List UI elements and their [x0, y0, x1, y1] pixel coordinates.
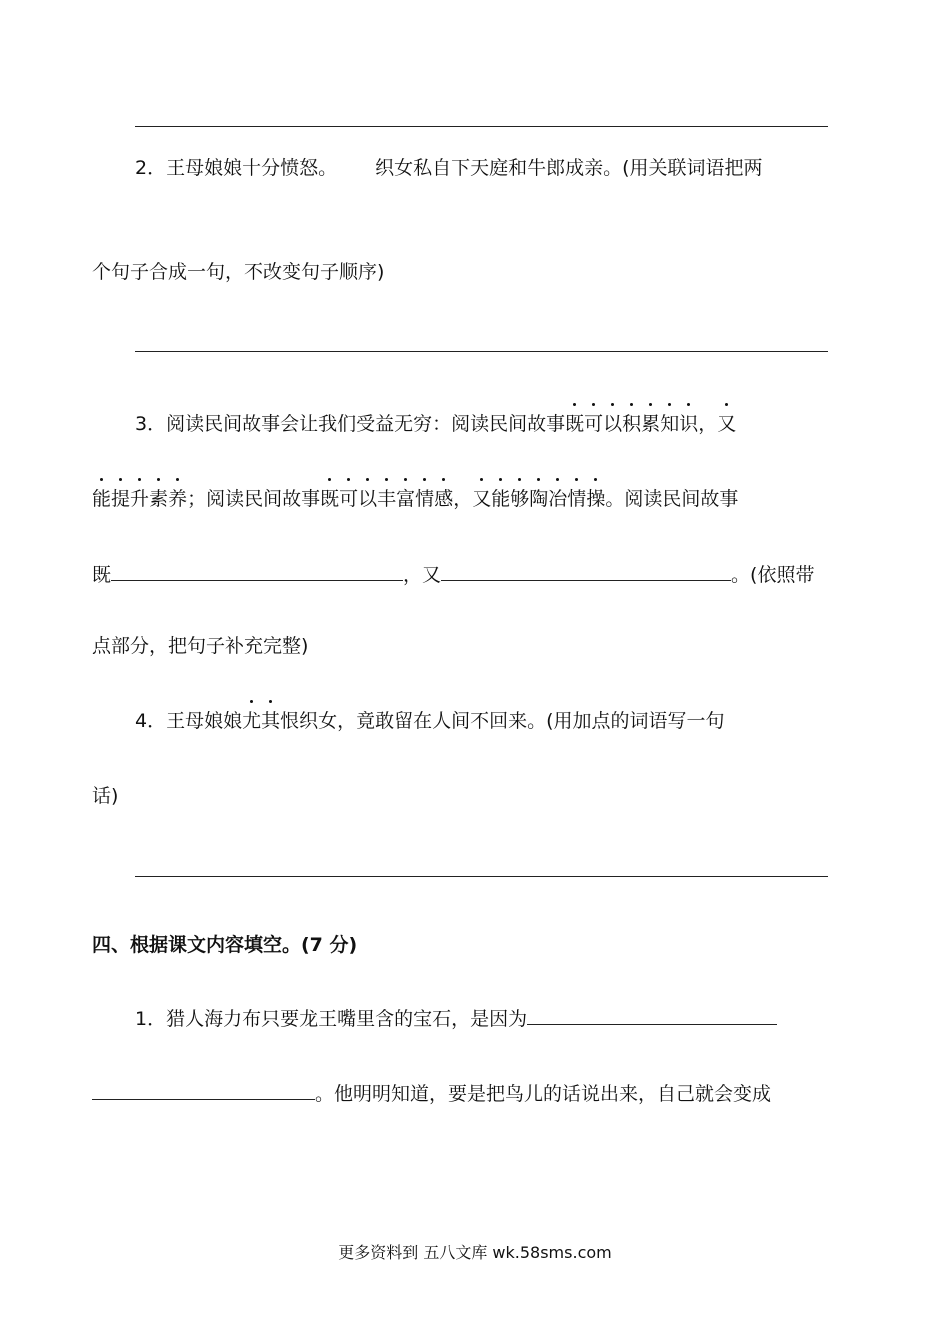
dotted-char: 可 [339, 488, 359, 510]
dotted-char: 丰 [377, 488, 397, 510]
answer-line-q1[interactable] [135, 126, 828, 127]
dotted-char: 养 [168, 488, 188, 510]
dotted-char: 冶 [548, 488, 568, 510]
question-text: ， [453, 488, 473, 510]
answer-line-q2[interactable] [135, 351, 828, 352]
dotted-char: 够 [510, 488, 530, 510]
section-4-question-1-line-1 [135, 1006, 777, 1031]
fill-blank[interactable] [527, 1006, 777, 1025]
footer-watermark [0, 1242, 950, 1264]
dotted-char: 以 [358, 488, 378, 510]
dotted-char: 陶 [529, 488, 549, 510]
question-text: 阅读民间故事会让我们受益无穷：阅读民间故事 [166, 413, 566, 435]
question-3-line-3 [92, 562, 814, 587]
dotted-char: 提 [111, 488, 131, 510]
question-4-line-2 [92, 784, 118, 808]
dotted-char: 识 [679, 413, 699, 435]
fill-blank[interactable] [441, 562, 731, 581]
dotted-char: 能 [92, 488, 112, 510]
dotted-char: 积 [622, 413, 642, 435]
question-text: 织女私自下天庭和牛郎成亲。(用关联词语把两 [375, 157, 763, 179]
question-text: 王母娘娘 [166, 710, 243, 732]
question-2-line-2 [92, 260, 384, 284]
dotted-char: 操 [586, 488, 606, 510]
dotted-char: 素 [149, 488, 169, 510]
dotted-char: 可 [584, 413, 604, 435]
question-number: 2． [135, 157, 167, 179]
dotted-char: 尤 [242, 710, 262, 732]
dotted-char: 升 [130, 488, 150, 510]
question-text: 王母娘娘十分愤怒。 [166, 157, 338, 179]
dotted-char: 富 [396, 488, 416, 510]
question-text: 。(依照带 [731, 564, 815, 586]
question-text: 猎人海力布只要龙王嘴里含的宝石，是因为 [166, 1008, 528, 1030]
question-number: 1． [135, 1008, 167, 1030]
question-number: 3． [135, 413, 167, 435]
question-text: 。阅读民间故事 [605, 488, 739, 510]
question-3-line-2 [92, 487, 738, 511]
dotted-char: 能 [491, 488, 511, 510]
question-3-line-4 [92, 634, 308, 658]
section-heading [92, 933, 357, 957]
question-number: 4． [135, 710, 167, 732]
dotted-char: 以 [603, 413, 623, 435]
question-text: 话) [92, 785, 119, 807]
question-2-line-1 [135, 156, 763, 180]
fill-blank[interactable] [92, 1081, 315, 1100]
question-text: 。他明明知道，要是把鸟儿的话说出来，自己就会变成 [315, 1083, 772, 1105]
question-text: ；阅读民间故事 [187, 488, 321, 510]
dotted-char: 既 [565, 413, 585, 435]
dotted-char: 既 [320, 488, 340, 510]
dotted-char: 情 [567, 488, 587, 510]
question-text: 点部分，把句子补充完整) [92, 635, 309, 657]
answer-line-q4[interactable] [135, 876, 828, 877]
fill-blank[interactable] [111, 562, 403, 581]
dotted-char: 其 [261, 710, 281, 732]
question-text: 既 [92, 564, 112, 586]
question-3-line-1 [135, 412, 736, 436]
question-text: ， [698, 413, 718, 435]
dotted-char: 感 [434, 488, 454, 510]
section-heading-text: 四、根据课文内容填空。(7 分) [92, 934, 358, 956]
section-4-question-1-line-2 [92, 1081, 771, 1106]
dotted-char: 累 [641, 413, 661, 435]
question-text: 恨织女，竟敢留在人间不回来。(用加点的词语写一句 [280, 710, 725, 732]
question-4-line-1 [135, 709, 725, 733]
footer-text: 更多资料到 五八文库 wk.58sms.com [338, 1243, 612, 1262]
question-text: ，又 [403, 564, 442, 586]
dotted-char: 情 [415, 488, 435, 510]
dotted-char: 又 [717, 413, 737, 435]
dotted-char: 知 [660, 413, 680, 435]
question-text: 个句子合成一句，不改变句子顺序) [92, 261, 385, 283]
dotted-char: 又 [472, 488, 492, 510]
